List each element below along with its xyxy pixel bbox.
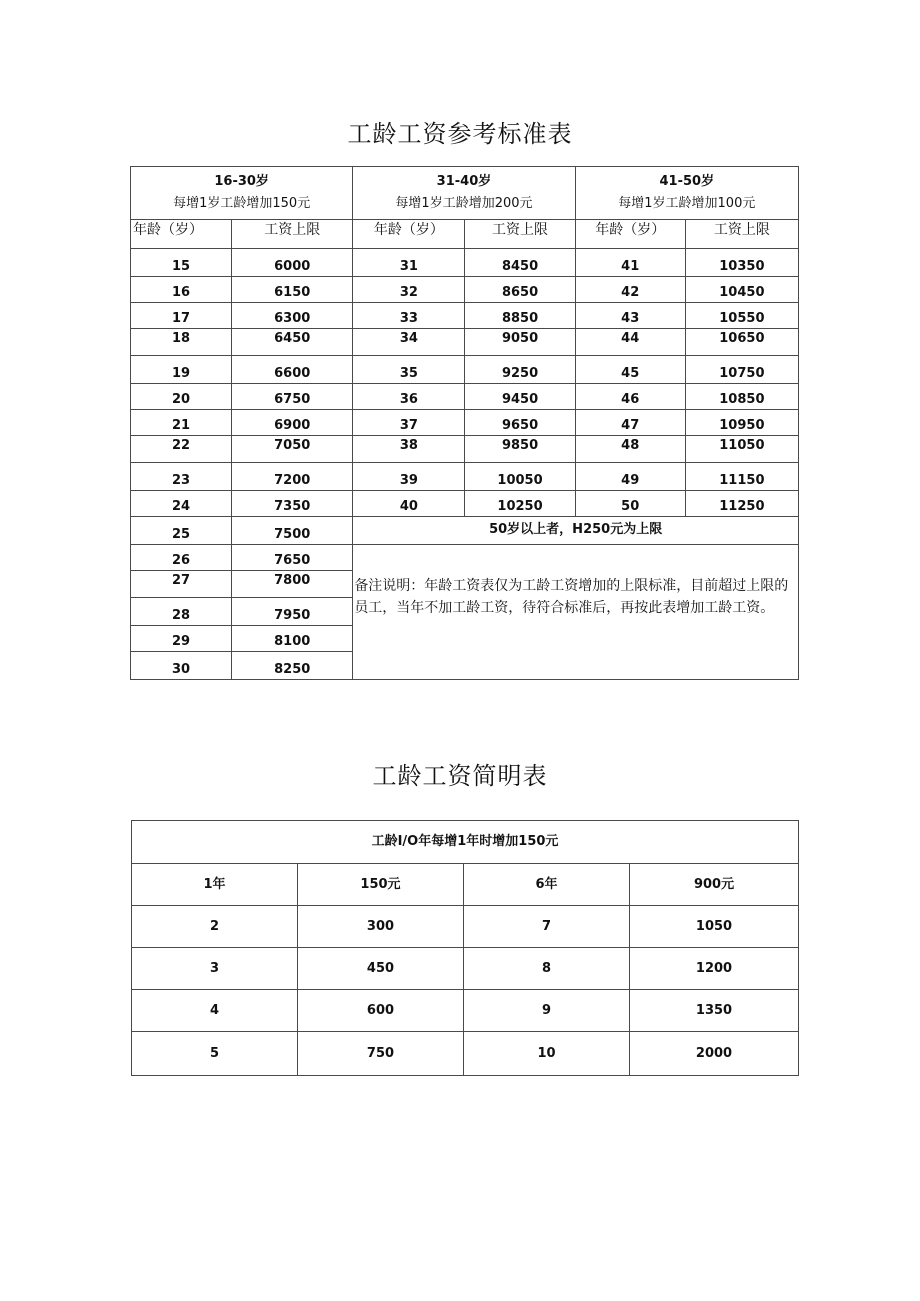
limit-cell: 7350 (232, 491, 353, 517)
age-cell: 28 (131, 598, 232, 626)
table-row (132, 990, 799, 1032)
limit-cell: 6750 (232, 384, 353, 410)
table-row (131, 436, 799, 463)
limit-cell: 7500 (232, 517, 353, 545)
limit-cell: 6150 (232, 277, 353, 303)
age-cell: 33 (353, 303, 465, 329)
age-cell: 38 (353, 436, 465, 463)
age-cell: 30 (131, 652, 232, 680)
salary-reference-table (130, 166, 799, 680)
limit-cell: 7650 (232, 545, 353, 571)
limit-cell: 8850 (465, 303, 575, 329)
group-range: 31-40岁 (436, 174, 492, 189)
group-range: 16-30岁 (214, 174, 269, 189)
years-cell: 9 (464, 990, 630, 1032)
years-cell: 8 (464, 948, 630, 990)
amount-cell: 1200 (630, 948, 799, 990)
limit-cell: 8100 (232, 626, 353, 652)
column-header-limit: 工资上限 (232, 220, 353, 249)
table-row (131, 517, 799, 545)
table-row (131, 545, 799, 571)
limit-cell: 10650 (685, 329, 798, 356)
table-row (131, 491, 799, 517)
age-cell: 39 (353, 463, 465, 491)
limit-cell: 7800 (232, 571, 353, 598)
years-cell: 3 (132, 948, 298, 990)
age-cell: 26 (131, 545, 232, 571)
table-row (131, 303, 799, 329)
age-cell: 45 (575, 356, 685, 384)
limit-cell: 8250 (232, 652, 353, 680)
table-row (131, 277, 799, 303)
age-cell: 22 (131, 436, 232, 463)
age-cell: 15 (131, 249, 232, 277)
column-header-age: 年龄（岁） (575, 220, 685, 249)
limit-cell: 10050 (465, 463, 575, 491)
table-row (132, 906, 799, 948)
amount-cell: 600 (298, 990, 464, 1032)
age-cell: 34 (353, 329, 465, 356)
age-cell: 36 (353, 384, 465, 410)
age-cell: 50 (575, 491, 685, 517)
limit-cell: 9850 (465, 436, 575, 463)
simple-table-title: 工龄工资简明表 (372, 762, 548, 790)
age-cell: 29 (131, 626, 232, 652)
group-header-16-30 (131, 167, 353, 220)
age-cell: 31 (353, 249, 465, 277)
age-cell: 23 (131, 463, 232, 491)
age-cell: 44 (575, 329, 685, 356)
limit-cell: 10850 (685, 384, 798, 410)
limit-cell: 9650 (465, 410, 575, 436)
table-row (132, 1032, 799, 1076)
limit-cell: 9250 (465, 356, 575, 384)
column-header-age: 年龄（岁） (131, 220, 232, 249)
age-cell: 21 (131, 410, 232, 436)
group-header-41-50 (575, 167, 798, 220)
limit-cell: 11250 (685, 491, 798, 517)
limit-cell: 11050 (685, 436, 798, 463)
age-cell: 37 (353, 410, 465, 436)
age-cell: 40 (353, 491, 465, 517)
table-row (131, 249, 799, 277)
limit-cell: 7050 (232, 436, 353, 463)
group-range: 41-50岁 (659, 174, 715, 189)
age-cell: 19 (131, 356, 232, 384)
limit-cell: 10250 (465, 491, 575, 517)
simple-table-header: 工龄I/O年每增1年时增加150元 (132, 821, 799, 864)
limit-cell: 8450 (465, 249, 575, 277)
amount-cell: 1050 (630, 906, 799, 948)
limit-cell: 8650 (465, 277, 575, 303)
age-cell: 47 (575, 410, 685, 436)
amount-cell: 1350 (630, 990, 799, 1032)
amount-cell: 300 (298, 906, 464, 948)
age-cell: 20 (131, 384, 232, 410)
limit-cell: 6600 (232, 356, 353, 384)
limit-cell: 6900 (232, 410, 353, 436)
age-cell: 49 (575, 463, 685, 491)
reference-table-title: 工龄工资参考标准表 (347, 120, 573, 148)
table-row (131, 329, 799, 356)
age-cell: 27 (131, 571, 232, 598)
remark-note: 备注说明：年龄工资表仅为工龄工资增加的上限标准，目前超过上限的员工，当年不加工龄工资，待符合标准后，再按此表增加工龄工资。 (353, 545, 799, 680)
group-rule: 每增1岁工龄增加150元 (173, 196, 311, 211)
limit-cell: 9450 (465, 384, 575, 410)
limit-cell: 10550 (685, 303, 798, 329)
age-cell: 32 (353, 277, 465, 303)
years-cell: 2 (132, 906, 298, 948)
years-cell: 10 (464, 1032, 630, 1076)
salary-simple-table (131, 820, 799, 1076)
column-header-limit: 工资上限 (465, 220, 575, 249)
amount-cell: 150元 (298, 864, 464, 906)
group-header-31-40 (353, 167, 575, 220)
age-cell: 48 (575, 436, 685, 463)
amount-cell: 900元 (630, 864, 799, 906)
years-cell: 7 (464, 906, 630, 948)
limit-cell: 10950 (685, 410, 798, 436)
group-rule: 每增1岁工龄增加100元 (618, 196, 756, 211)
years-cell: 5 (132, 1032, 298, 1076)
limit-cell: 10350 (685, 249, 798, 277)
age-cell: 43 (575, 303, 685, 329)
amount-cell: 750 (298, 1032, 464, 1076)
limit-cell: 6000 (232, 249, 353, 277)
limit-cell: 10750 (685, 356, 798, 384)
table-row (131, 356, 799, 384)
years-cell: 6年 (464, 864, 630, 906)
amount-cell: 450 (298, 948, 464, 990)
column-header-limit: 工资上限 (685, 220, 798, 249)
age-cell: 35 (353, 356, 465, 384)
limit-cell: 7950 (232, 598, 353, 626)
age-cell: 16 (131, 277, 232, 303)
table-row (132, 948, 799, 990)
limit-cell: 11150 (685, 463, 798, 491)
table-row (131, 410, 799, 436)
table-row (131, 463, 799, 491)
group-rule: 每增1岁工龄增加200元 (395, 196, 533, 211)
years-cell: 4 (132, 990, 298, 1032)
table-row (131, 384, 799, 410)
limit-cell: 6450 (232, 329, 353, 356)
age-cell: 17 (131, 303, 232, 329)
column-header-age: 年龄（岁） (353, 220, 465, 249)
age-cell: 41 (575, 249, 685, 277)
age-cell: 18 (131, 329, 232, 356)
age-cell: 24 (131, 491, 232, 517)
age-cell: 25 (131, 517, 232, 545)
limit-cell: 7200 (232, 463, 353, 491)
years-cell: 1年 (132, 864, 298, 906)
amount-cell: 2000 (630, 1032, 799, 1076)
table-row (132, 864, 799, 906)
upper-limit-note: 50岁以上者，H250元为上限 (353, 517, 799, 545)
limit-cell: 10450 (685, 277, 798, 303)
age-cell: 42 (575, 277, 685, 303)
limit-cell: 9050 (465, 329, 575, 356)
age-cell: 46 (575, 384, 685, 410)
limit-cell: 6300 (232, 303, 353, 329)
